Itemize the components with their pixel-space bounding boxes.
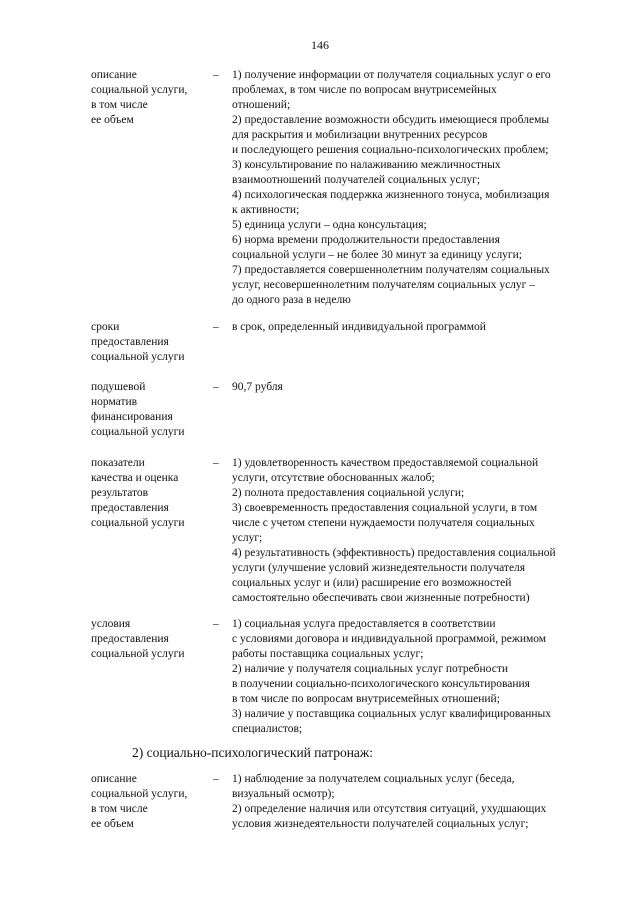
body-line: 3) консультирование по налаживанию межличностных bbox=[232, 159, 501, 171]
body-line: 1) удовлетворенность качеством предоставляемой социальной bbox=[232, 457, 539, 469]
section-body bbox=[232, 456, 592, 606]
body-line: условия жизнедеятельности получателей социальных услуг; bbox=[232, 818, 529, 830]
body-line: с условиями договора и индивидуальной программой, режимом bbox=[232, 633, 547, 645]
body-line: 2) полнота предоставления социальной услуги; bbox=[232, 487, 465, 499]
section-label bbox=[91, 320, 211, 365]
label-line: показатели bbox=[91, 457, 145, 469]
label-line: условия bbox=[91, 618, 131, 630]
body-line: услуги (улучшение условий жизнедеятельности получателя bbox=[232, 562, 526, 574]
section-label bbox=[91, 68, 211, 128]
label-line: предоставления bbox=[91, 633, 169, 645]
label-line: финансирования bbox=[91, 411, 173, 423]
page-number: 146 bbox=[311, 38, 329, 52]
body-line: к активности; bbox=[232, 204, 300, 216]
label-line: описание bbox=[91, 69, 137, 81]
body-line: социальных услуг и (или) расширение его возможностей bbox=[232, 577, 512, 589]
label-line: норматив bbox=[91, 396, 138, 408]
body-line: 1) наблюдение за получателем социальных услуг (беседа, bbox=[232, 773, 515, 785]
body-line: 2) предоставление возможности обсудить имеющиеся проблемы bbox=[232, 114, 550, 126]
body-line: в получении социально-психологического консультирования bbox=[232, 678, 530, 690]
body-line: 1) получение информации от получателя социальных услуг о его bbox=[232, 69, 551, 81]
section-body bbox=[232, 68, 592, 308]
body-line: 1) социальная услуга предоставляется в соответствии bbox=[232, 618, 496, 630]
body-line: в том числе по вопросам внутрисемейных отношений; bbox=[232, 693, 500, 705]
section-dash: – bbox=[213, 321, 219, 333]
body-line: визуальный осмотр); bbox=[232, 788, 335, 800]
body-line: отношений; bbox=[232, 99, 291, 111]
section-dash: – bbox=[213, 773, 219, 785]
label-line: результатов bbox=[91, 487, 149, 499]
body-line: 6) норма времени продолжительности предоставления bbox=[232, 234, 500, 246]
section-label bbox=[91, 456, 211, 531]
section-body bbox=[232, 772, 592, 832]
body-line: услуг; bbox=[232, 532, 263, 544]
section-dash: – bbox=[213, 381, 219, 393]
section-dash: – bbox=[213, 69, 219, 81]
section-body bbox=[232, 617, 592, 737]
body-line: 5) единица услуги – одна консультация; bbox=[232, 219, 427, 231]
body-line: в срок, определенный индивидуальной программой bbox=[232, 321, 486, 333]
label-line: сроки bbox=[91, 321, 120, 333]
section-body bbox=[232, 380, 592, 395]
label-line: социальной услуги bbox=[91, 426, 185, 438]
body-line: услуг, несовершеннолетним получателям социальных услуг – bbox=[232, 279, 536, 291]
section-label bbox=[91, 772, 211, 832]
body-line: 3) наличие у поставщика социальных услуг квалифицированных bbox=[232, 708, 551, 720]
section-dash: – bbox=[213, 618, 219, 630]
body-line: проблемах, в том числе по вопросам внутрисемейных bbox=[232, 84, 497, 96]
label-line: предоставления bbox=[91, 336, 169, 348]
section-label bbox=[91, 380, 211, 440]
label-line: социальной услуги, bbox=[91, 788, 188, 800]
body-line: 2) наличие у получателя социальных услуг потребности bbox=[232, 663, 509, 675]
body-line: социальной услуги – не более 30 минут за единицу услуги; bbox=[232, 249, 522, 261]
label-line: социальной услуги bbox=[91, 351, 185, 363]
body-line: 4) результативность (эффективность) предоставления социальной bbox=[232, 547, 556, 559]
body-line: до одного раза в неделю bbox=[232, 294, 351, 306]
label-line: предоставления bbox=[91, 502, 169, 514]
label-line: ее объем bbox=[91, 818, 134, 830]
body-line: услуги, отсутствие обоснованных жалоб; bbox=[232, 472, 435, 484]
label-line: подушевой bbox=[91, 381, 146, 393]
body-line: взаимоотношений получателей социальных услуг; bbox=[232, 174, 481, 186]
section-dash: – bbox=[213, 457, 219, 469]
label-line: социальной услуги bbox=[91, 648, 185, 660]
body-line: 7) предоставляется совершеннолетним получателям социальных bbox=[232, 264, 550, 276]
body-line: для раскрытия и мобилизации внутренних ресурсов bbox=[232, 129, 488, 141]
label-line: в том числе bbox=[91, 803, 148, 815]
label-line: в том числе bbox=[91, 99, 148, 111]
body-line: 90,7 рубля bbox=[232, 381, 283, 393]
body-line: работы поставщика социальных услуг; bbox=[232, 648, 424, 660]
label-line: качества и оценка bbox=[91, 472, 179, 484]
body-line: специалистов; bbox=[232, 723, 303, 735]
body-line: 2) определение наличия или отсутствия ситуаций, ухудшающих bbox=[232, 803, 547, 815]
section-label bbox=[91, 617, 211, 662]
label-line: ее объем bbox=[91, 114, 134, 126]
body-line: числе с учетом степени нуждаемости получателя социальных bbox=[232, 517, 535, 529]
body-line: 3) своевременность предоставления социальной услуги, в том bbox=[232, 502, 538, 514]
subsection-heading: 2) социально-психологический патронаж: bbox=[132, 745, 374, 760]
body-line: и последующего решения социально-психологических проблем; bbox=[232, 144, 549, 156]
label-line: описание bbox=[91, 773, 137, 785]
body-line: самостоятельно обеспечивать свои жизненные потребности) bbox=[232, 592, 530, 604]
label-line: социальной услуги, bbox=[91, 84, 188, 96]
body-line: 4) психологическая поддержка жизненного тонуса, мобилизация bbox=[232, 189, 550, 201]
section-body bbox=[232, 320, 592, 335]
label-line: социальной услуги bbox=[91, 517, 185, 529]
